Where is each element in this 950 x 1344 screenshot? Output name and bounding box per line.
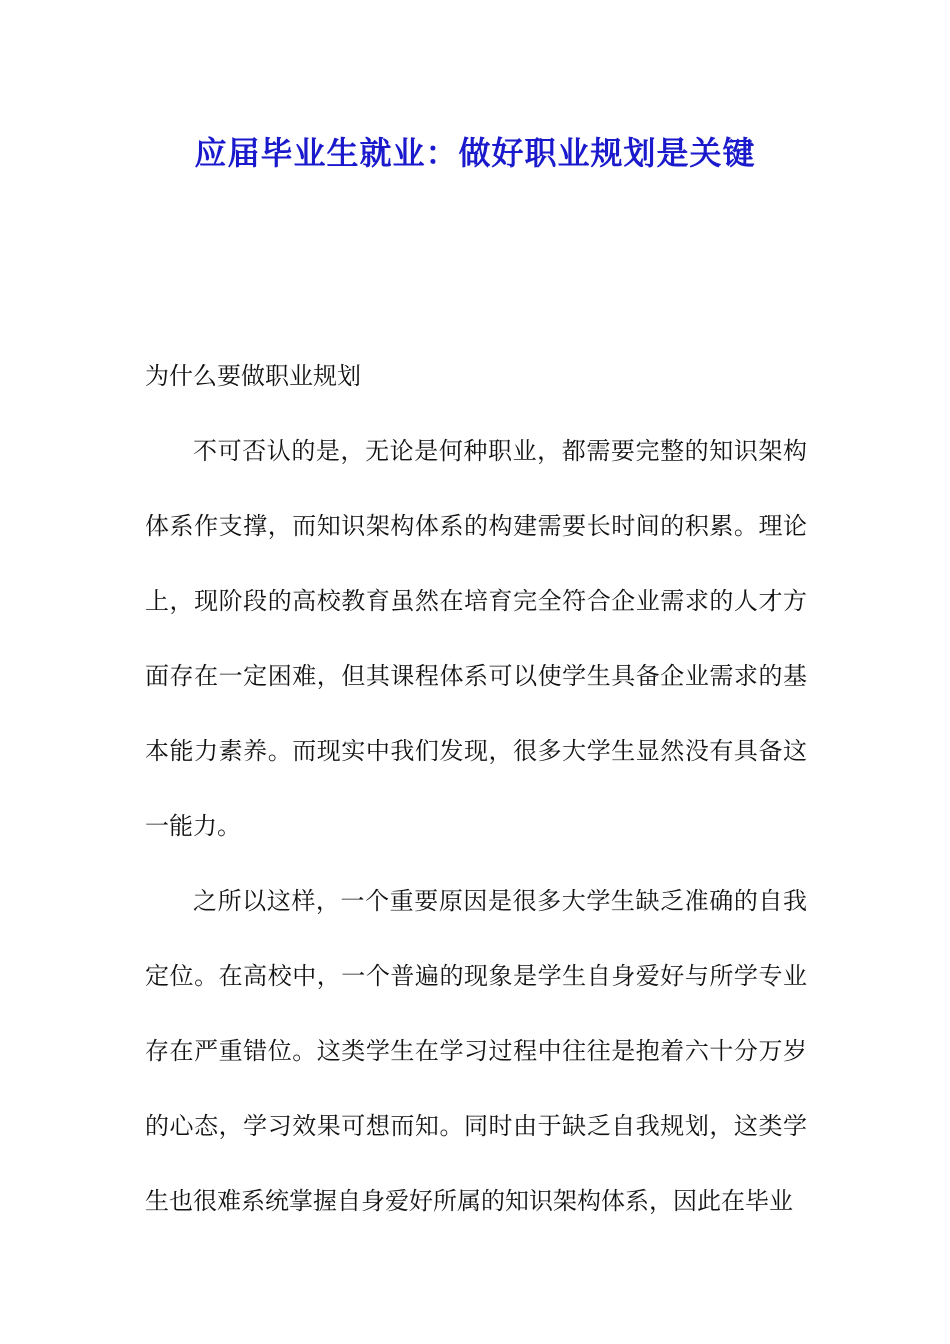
document-body <box>145 338 807 1239</box>
paragraph: 之所以这样，一个重要原因是很多大学生缺乏准确的自我定位。在高校中，一个普遍的现象是学生自身爱好与所学专业存在严重错位。这类学生在学习过程中往往是抱着六十分万岁的心态，学习效果可想而知。同时由于缺乏自我规划，这类学生也很难系统掌握自身爱好所属的知识架构体系，因此在毕业 <box>145 887 807 1215</box>
section-heading: 为什么要做职业规划 <box>145 362 361 390</box>
paragraph: 不可否认的是，无论是何种职业，都需要完整的知识架构体系作支撑，而知识架构体系的构建需要长时间的积累。理论上，现阶段的高校教育虽然在培育完全符合企业需求的人才方面存在一定困难，但其课程体系可以使学生具备企业需求的基本能力素养。而现实中我们发现，很多大学生显然没有具备这一能力。 <box>145 437 807 840</box>
document-title: 应届毕业生就业：做好职业规划是关键 <box>194 134 756 172</box>
